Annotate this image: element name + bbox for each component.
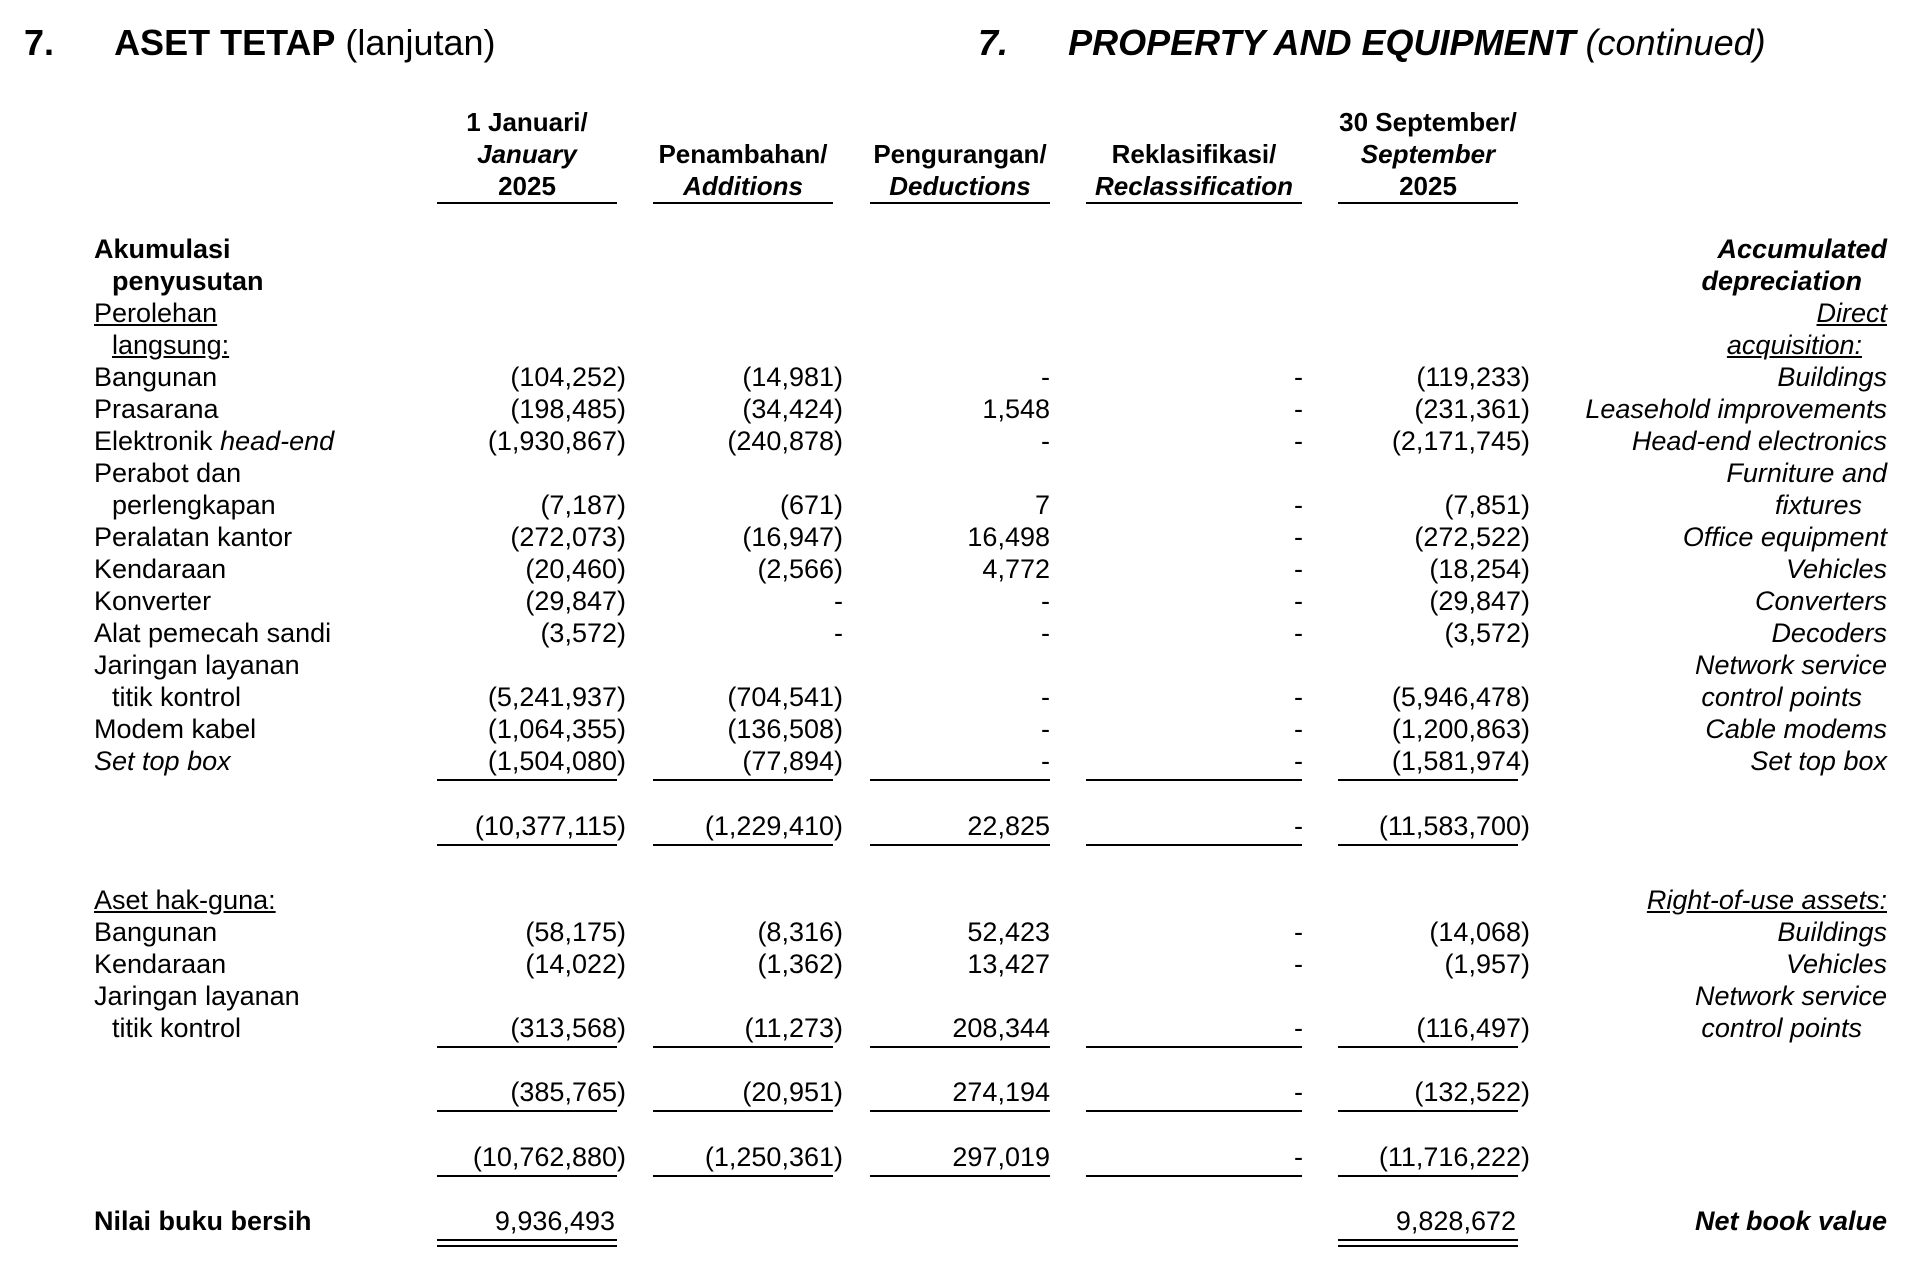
section-accumulated-right-2: depreciation xyxy=(1701,266,1862,296)
row-value-0: (1,504,080) xyxy=(487,746,626,776)
row-value-4: (1,957) xyxy=(1444,949,1530,979)
row-value-1: - xyxy=(834,618,843,648)
column-header-reclassification xyxy=(1086,138,1302,204)
row-value-0: (104,252) xyxy=(510,362,626,392)
net-book-value-left: Nilai buku bersih xyxy=(94,1206,312,1236)
row-value-3: - xyxy=(1294,1013,1303,1043)
row-value-1: (136,508) xyxy=(727,714,843,744)
subtotal-rou-value-3: - xyxy=(1294,1077,1303,1107)
row-value-3: - xyxy=(1294,362,1303,392)
row-label-text: Prasarana xyxy=(94,394,219,424)
row-label-text: Konverter xyxy=(94,586,212,616)
subtotal-rou-value-1: (20,951) xyxy=(742,1077,843,1107)
subtotal-rou-underline-2 xyxy=(870,1110,1050,1112)
row-label-text: Jaringan layanan xyxy=(94,650,300,680)
heading-left-title: ASET TETAP xyxy=(114,22,336,63)
row-value-1: (8,316) xyxy=(757,917,843,947)
column-header-sep xyxy=(1338,106,1518,204)
section-direct-right-1: Direct xyxy=(1816,298,1887,328)
row-value-3: - xyxy=(1294,554,1303,584)
row-value-2: - xyxy=(1041,714,1050,744)
total-underline-0 xyxy=(437,1175,617,1177)
row-value-0: (1,064,355) xyxy=(487,714,626,744)
row-value-1: (240,878) xyxy=(727,426,843,456)
row-value-1: (1,362) xyxy=(757,949,843,979)
column-header-deductions-line2: Deductions xyxy=(870,170,1050,204)
row-underline-1 xyxy=(653,779,833,781)
row-label-cont: titik kontrol xyxy=(112,1013,242,1043)
row-value-3: - xyxy=(1294,586,1303,616)
row-value-1: (11,273) xyxy=(744,1013,843,1043)
row-value-3: - xyxy=(1294,949,1303,979)
row-label xyxy=(94,586,211,617)
heading-right-title: PROPERTY AND EQUIPMENT xyxy=(1068,22,1576,63)
row-value-0: (29,847) xyxy=(525,586,626,616)
row-value-1: (14,981) xyxy=(742,362,843,392)
row-label-en: Furniture and xyxy=(1726,458,1887,488)
section-direct-left-2: langsung: xyxy=(112,330,230,360)
row-underline-1 xyxy=(653,1046,833,1048)
row-underline-4 xyxy=(1338,1046,1518,1048)
section-rou-left: Aset hak-guna: xyxy=(94,885,276,915)
row-value-4: (5,946,478) xyxy=(1391,682,1530,712)
row-value-2: 52,423 xyxy=(967,917,1050,947)
row-label xyxy=(94,650,300,681)
row-underline-4 xyxy=(1338,779,1518,781)
subtotal-direct-value-2: 22,825 xyxy=(967,811,1050,841)
row-value-1: (34,424) xyxy=(742,394,843,424)
column-header-jan xyxy=(437,106,617,204)
nbv-value-1: 9,828,672 xyxy=(1395,1206,1516,1236)
row-label-text: Kendaraan xyxy=(94,949,227,979)
subtotal-direct-underline-2 xyxy=(870,844,1050,846)
column-header-jan-line1: 1 Januari/ xyxy=(466,107,588,137)
section-accumulated-left-2: penyusutan xyxy=(112,266,264,296)
row-label-en: Cable modems xyxy=(1705,714,1887,744)
row-label-en: Buildings xyxy=(1777,362,1887,392)
column-header-sep-line2: September xyxy=(1360,139,1496,169)
row-label xyxy=(94,554,226,585)
row-underline-0 xyxy=(437,1046,617,1048)
nbv-double-underline-0 xyxy=(437,1239,617,1247)
row-value-0: (58,175) xyxy=(525,917,626,947)
subtotal-rou-underline-0 xyxy=(437,1110,617,1112)
row-label-en: Decoders xyxy=(1771,618,1887,648)
row-label-en-cont: fixtures xyxy=(1774,490,1862,520)
section-accumulated-right-1: Accumulated xyxy=(1717,234,1887,264)
row-label xyxy=(94,522,292,553)
row-label-text: Bangunan xyxy=(94,917,218,947)
row-underline-3 xyxy=(1086,1046,1302,1048)
total-underline-2 xyxy=(870,1175,1050,1177)
column-header-additions-line2: Additions xyxy=(653,170,833,204)
row-value-3: - xyxy=(1294,746,1303,776)
subtotal-rou-value-4: (132,522) xyxy=(1414,1077,1530,1107)
row-value-0: (5,241,937) xyxy=(487,682,626,712)
column-header-reclassification-line1: Reklasifikasi/ xyxy=(1111,139,1277,169)
row-label-en: Vehicles xyxy=(1785,949,1887,979)
subtotal-direct-underline-3 xyxy=(1086,844,1302,846)
subtotal-direct-underline-0 xyxy=(437,844,617,846)
row-label xyxy=(94,394,219,425)
row-value-0: (198,485) xyxy=(510,394,626,424)
total-underline-3 xyxy=(1086,1175,1302,1177)
row-value-4: (2,171,745) xyxy=(1391,426,1530,456)
row-value-4: (29,847) xyxy=(1429,586,1530,616)
column-header-additions-line1: Penambahan/ xyxy=(658,139,828,169)
row-value-3: - xyxy=(1294,682,1303,712)
row-value-3: - xyxy=(1294,618,1303,648)
column-header-deductions-line1: Pengurangan/ xyxy=(873,139,1047,169)
row-value-2: 13,427 xyxy=(967,949,1050,979)
row-label-en: Buildings xyxy=(1777,917,1887,947)
row-label-text: Set top box xyxy=(94,746,231,776)
column-header-deductions xyxy=(870,138,1050,204)
row-label xyxy=(94,362,217,393)
section-rou-right: Right-of-use assets: xyxy=(1646,885,1887,915)
row-label xyxy=(94,746,231,777)
row-value-0: (272,073) xyxy=(510,522,626,552)
row-value-1: (2,566) xyxy=(757,554,843,584)
row-value-4: (14,068) xyxy=(1429,917,1530,947)
subtotal-direct-underline-1 xyxy=(653,844,833,846)
total-underline-4 xyxy=(1338,1175,1518,1177)
row-label-italic: head-end xyxy=(220,426,335,456)
row-value-3: - xyxy=(1294,714,1303,744)
column-header-sep-line3: 2025 xyxy=(1338,170,1518,204)
row-value-4: (272,522) xyxy=(1414,522,1530,552)
row-value-1: (77,894) xyxy=(742,746,843,776)
nbv-double-underline-1 xyxy=(1338,1239,1518,1247)
total-value-0: (10,762,880) xyxy=(472,1142,626,1172)
row-value-2: - xyxy=(1041,362,1050,392)
section-direct-left-1: Perolehan xyxy=(94,298,218,328)
row-value-2: - xyxy=(1041,682,1050,712)
row-value-4: (7,851) xyxy=(1444,490,1530,520)
row-value-2: - xyxy=(1041,586,1050,616)
row-value-2: 7 xyxy=(1034,490,1050,520)
row-underline-2 xyxy=(870,1046,1050,1048)
section-accumulated-left-1: Akumulasi xyxy=(94,234,231,264)
row-value-3: - xyxy=(1294,917,1303,947)
column-header-sep-line1: 30 September/ xyxy=(1339,107,1517,137)
row-value-1: (16,947) xyxy=(742,522,843,552)
total-value-4: (11,716,222) xyxy=(1378,1142,1530,1172)
heading-left-number: 7. xyxy=(24,22,55,63)
row-label-text: Jaringan layanan xyxy=(94,981,300,1011)
row-label-text: Perabot dan xyxy=(94,458,242,488)
row-label xyxy=(94,981,300,1012)
row-label-en: Head-end electronics xyxy=(1631,426,1887,456)
row-label-en: Office equipment xyxy=(1682,522,1887,552)
row-value-2: 1,548 xyxy=(982,394,1050,424)
nbv-value-0: 9,936,493 xyxy=(494,1206,615,1236)
section-direct-right-2: acquisition: xyxy=(1726,330,1862,360)
row-value-2: - xyxy=(1041,618,1050,648)
row-value-4: (231,361) xyxy=(1414,394,1530,424)
subtotal-direct-underline-4 xyxy=(1338,844,1518,846)
row-value-0: (14,022) xyxy=(525,949,626,979)
row-label-cont: perlengkapan xyxy=(112,490,276,520)
row-label xyxy=(94,917,217,948)
row-value-4: (3,572) xyxy=(1444,618,1530,648)
row-label-en-cont: control points xyxy=(1701,682,1862,712)
row-value-4: (18,254) xyxy=(1429,554,1530,584)
total-underline-1 xyxy=(653,1175,833,1177)
row-value-1: (671) xyxy=(779,490,843,520)
total-value-3: - xyxy=(1294,1142,1303,1172)
row-value-3: - xyxy=(1294,426,1303,456)
row-value-2: - xyxy=(1041,426,1050,456)
row-label-text: Modem kabel xyxy=(94,714,257,744)
row-value-0: (7,187) xyxy=(540,490,626,520)
row-value-1: - xyxy=(834,586,843,616)
subtotal-rou-underline-4 xyxy=(1338,1110,1518,1112)
row-value-2: 208,344 xyxy=(952,1013,1050,1043)
heading-right-number: 7. xyxy=(978,22,1009,63)
row-label xyxy=(94,714,256,745)
total-value-2: 297,019 xyxy=(952,1142,1050,1172)
row-label-text: Bangunan xyxy=(94,362,218,392)
row-value-1: (704,541) xyxy=(727,682,843,712)
row-value-3: - xyxy=(1294,522,1303,552)
net-book-value-right: Net book value xyxy=(1694,1206,1887,1236)
row-value-2: - xyxy=(1041,746,1050,776)
row-label-en: Network service xyxy=(1694,650,1887,680)
row-label-cont: titik kontrol xyxy=(112,682,242,712)
row-value-4: (116,497) xyxy=(1416,1013,1530,1043)
row-value-0: (3,572) xyxy=(540,618,626,648)
heading-left-suffix: (lanjutan) xyxy=(345,22,496,63)
column-header-additions xyxy=(653,138,833,204)
row-underline-0 xyxy=(437,779,617,781)
row-label-text: Kendaraan xyxy=(94,554,227,584)
total-value-1: (1,250,361) xyxy=(704,1142,843,1172)
column-header-jan-line3: 2025 xyxy=(437,170,617,204)
row-label xyxy=(94,458,241,489)
row-underline-3 xyxy=(1086,779,1302,781)
row-value-2: 16,498 xyxy=(967,522,1050,552)
row-label-en: Vehicles xyxy=(1785,554,1887,584)
row-label-en: Leasehold improvements xyxy=(1585,394,1887,424)
row-value-0: (20,460) xyxy=(525,554,626,584)
subtotal-rou-underline-1 xyxy=(653,1110,833,1112)
row-label-text: Alat pemecah sandi xyxy=(94,618,332,648)
column-header-jan-line2: January xyxy=(477,139,577,169)
row-label-en: Set top box xyxy=(1750,746,1887,776)
column-header-reclassification-line2: Reclassification xyxy=(1086,170,1302,204)
row-value-0: (313,568) xyxy=(510,1013,626,1043)
row-value-4: (119,233) xyxy=(1416,362,1530,392)
row-label-text: Elektronik xyxy=(94,426,213,456)
subtotal-rou-value-0: (385,765) xyxy=(510,1077,626,1107)
row-value-4: (1,200,863) xyxy=(1391,714,1530,744)
row-label-en-cont: control points xyxy=(1701,1013,1862,1043)
subtotal-direct-value-4: (11,583,700) xyxy=(1378,811,1530,841)
row-value-2: 4,772 xyxy=(982,554,1050,584)
row-value-0: (1,930,867) xyxy=(487,426,626,456)
subtotal-direct-value-0: (10,377,115) xyxy=(474,811,626,841)
row-value-3: - xyxy=(1294,490,1303,520)
heading-left xyxy=(24,22,496,64)
heading-right-suffix: (continued) xyxy=(1585,22,1766,63)
row-underline-2 xyxy=(870,779,1050,781)
row-value-3: - xyxy=(1294,394,1303,424)
subtotal-direct-value-1: (1,229,410) xyxy=(704,811,843,841)
row-value-4: (1,581,974) xyxy=(1391,746,1530,776)
subtotal-rou-underline-3 xyxy=(1086,1110,1302,1112)
row-label-en: Network service xyxy=(1694,981,1887,1011)
row-label xyxy=(94,618,331,649)
row-label-text: Peralatan kantor xyxy=(94,522,293,552)
row-label-en: Converters xyxy=(1754,586,1887,616)
row-label xyxy=(94,949,226,980)
row-label xyxy=(94,426,334,457)
subtotal-direct-value-3: - xyxy=(1294,811,1303,841)
heading-right xyxy=(978,22,1766,64)
subtotal-rou-value-2: 274,194 xyxy=(952,1077,1050,1107)
